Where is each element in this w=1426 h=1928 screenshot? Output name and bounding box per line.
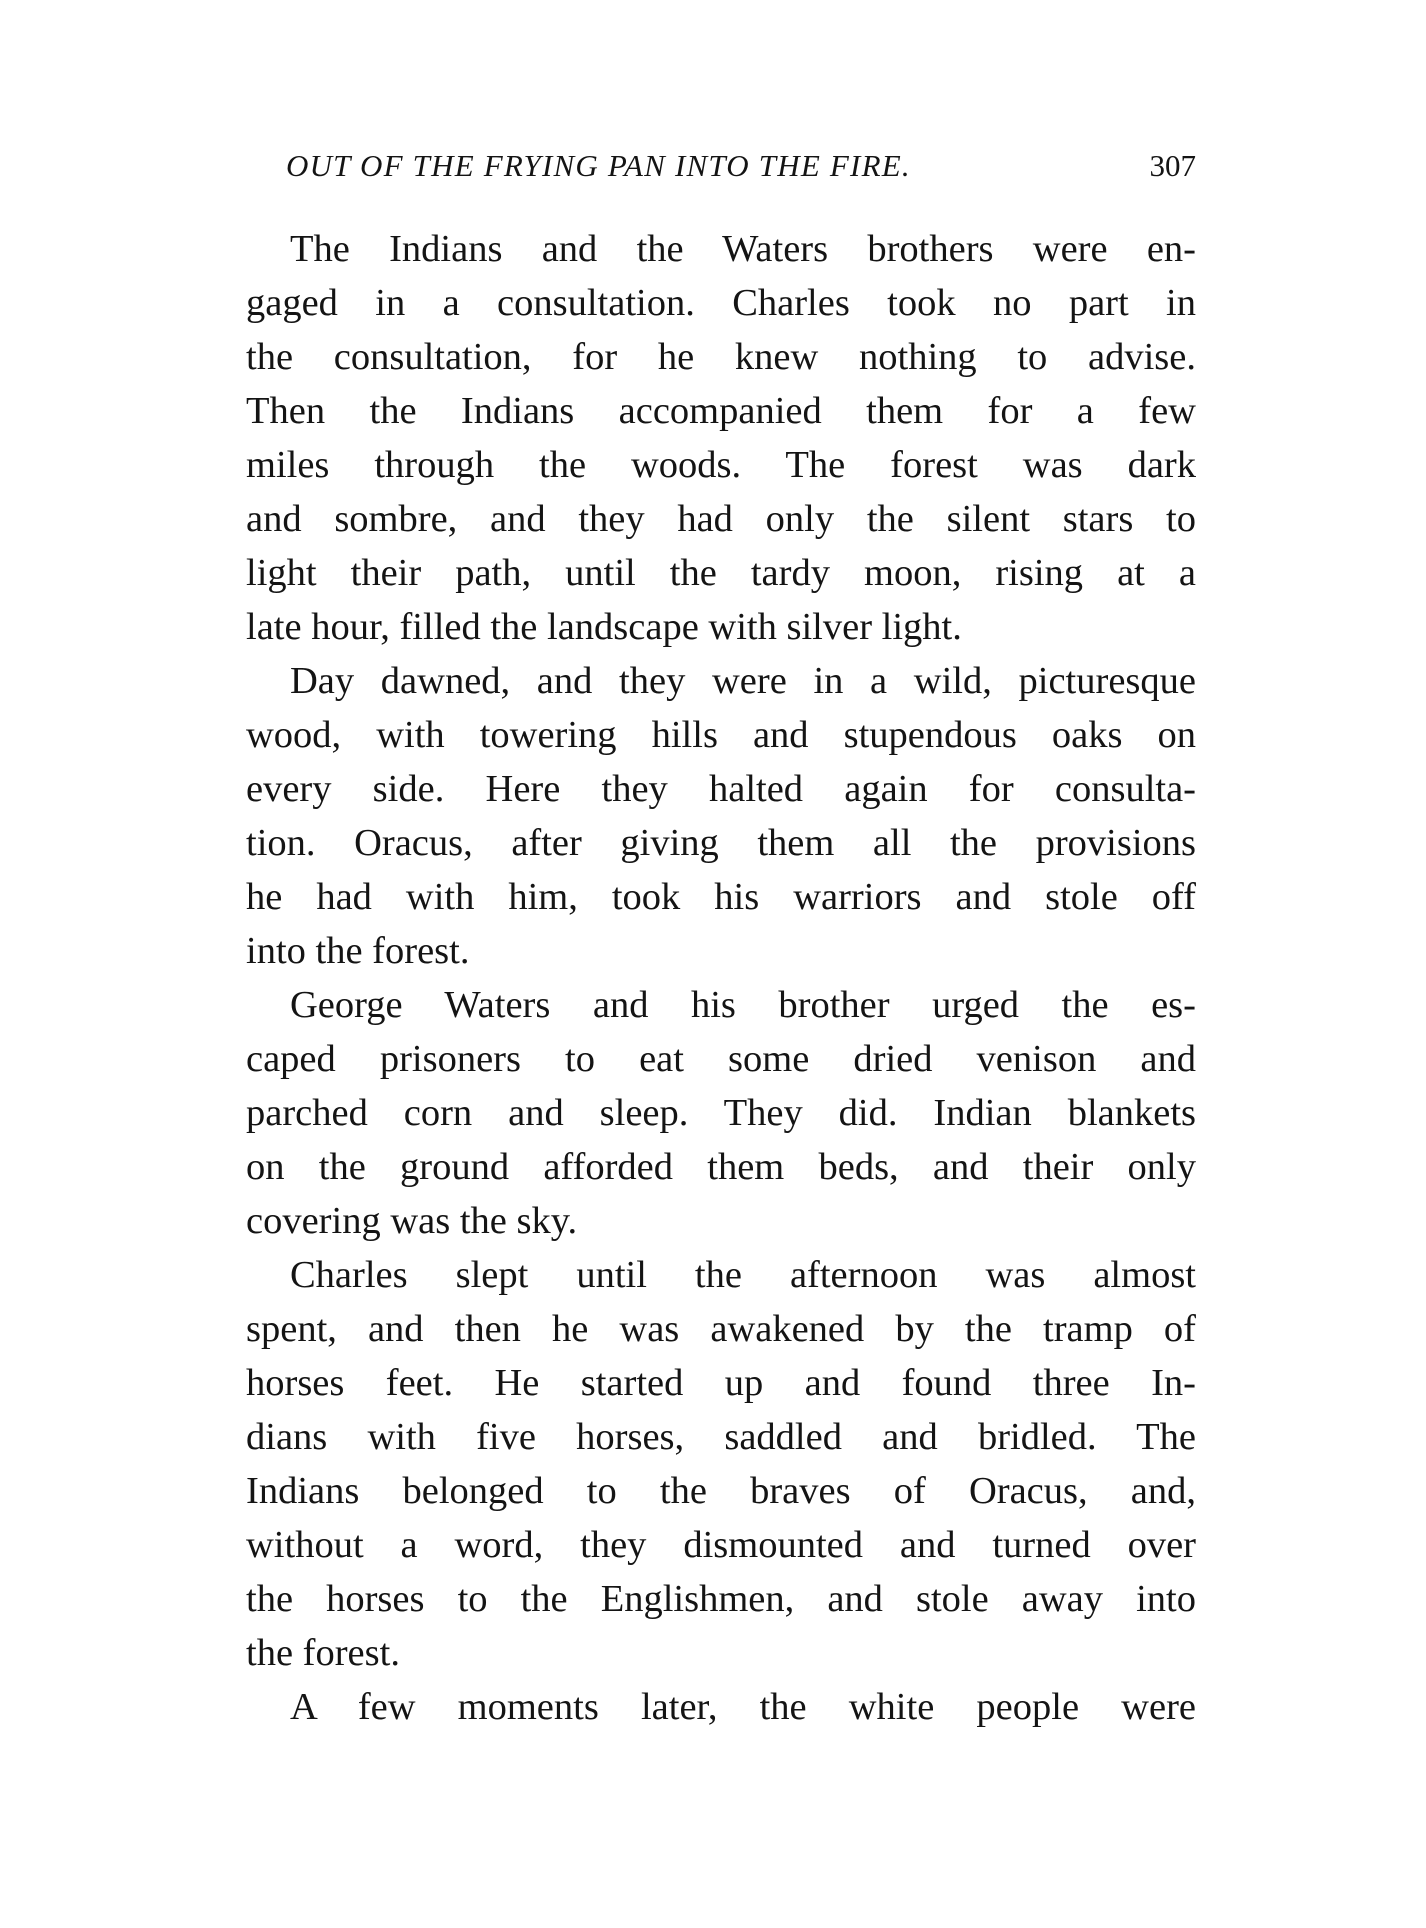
text-line: every side. Here they halted again for consulta- [246, 768, 1196, 810]
text-line: gaged in a consultation. Charles took no part in [246, 282, 1196, 324]
text-line: covering was the sky. [246, 1200, 578, 1242]
paragraph-4 [246, 1248, 1196, 1680]
text-line: Then the Indians accompanied them for a few [246, 390, 1196, 432]
page-number: 307 [1149, 148, 1196, 183]
text-line: wood, with towering hills and stupendous oaks on [246, 714, 1196, 756]
paragraph-3 [246, 978, 1196, 1248]
text-line: spent, and then he was awakened by the tramp of [246, 1308, 1196, 1350]
text-line: the horses to the Englishmen, and stole away into [246, 1578, 1196, 1620]
text-line: Charles slept until the afternoon was almost [290, 1254, 1196, 1296]
text-line: caped prisoners to eat some dried venison and [246, 1038, 1196, 1080]
paragraph-5 [246, 1680, 1196, 1734]
text-line: without a word, they dismounted and turned over [246, 1524, 1196, 1566]
text-line: George Waters and his brother urged the es- [290, 984, 1196, 1026]
text-line: horses feet. He started up and found three In- [246, 1362, 1196, 1404]
text-line: parched corn and sleep. They did. Indian blankets [246, 1092, 1196, 1134]
text-line: miles through the woods. The forest was dark [246, 444, 1196, 486]
running-head [246, 148, 1196, 188]
text-line: light their path, until the tardy moon, rising at a [246, 552, 1196, 594]
text-line: on the ground afforded them beds, and their only [246, 1146, 1196, 1188]
text-line: he had with him, took his warriors and stole off [246, 876, 1196, 918]
text-line: Indians belonged to the braves of Oracus, and, [246, 1470, 1196, 1512]
text-line: tion. Oracus, after giving them all the provisions [246, 822, 1196, 864]
text-line: the consultation, for he knew nothing to advise. [246, 336, 1196, 378]
text-line: A few moments later, the white people were [290, 1686, 1196, 1728]
text-line: The Indians and the Waters brothers were en- [290, 228, 1196, 270]
text-line: the forest. [246, 1632, 400, 1674]
body-text [246, 222, 1196, 1734]
paragraph-2 [246, 654, 1196, 978]
text-line: Day dawned, and they were in a wild, picturesque [290, 660, 1196, 702]
running-title: OUT OF THE FRYING PAN INTO THE FIRE. [286, 148, 911, 183]
text-line: dians with five horses, saddled and bridled. The [246, 1416, 1196, 1458]
text-line: late hour, filled the landscape with silver light. [246, 606, 962, 648]
text-line: into the forest. [246, 930, 470, 972]
paragraph-1 [246, 222, 1196, 654]
text-line: and sombre, and they had only the silent stars to [246, 498, 1196, 540]
